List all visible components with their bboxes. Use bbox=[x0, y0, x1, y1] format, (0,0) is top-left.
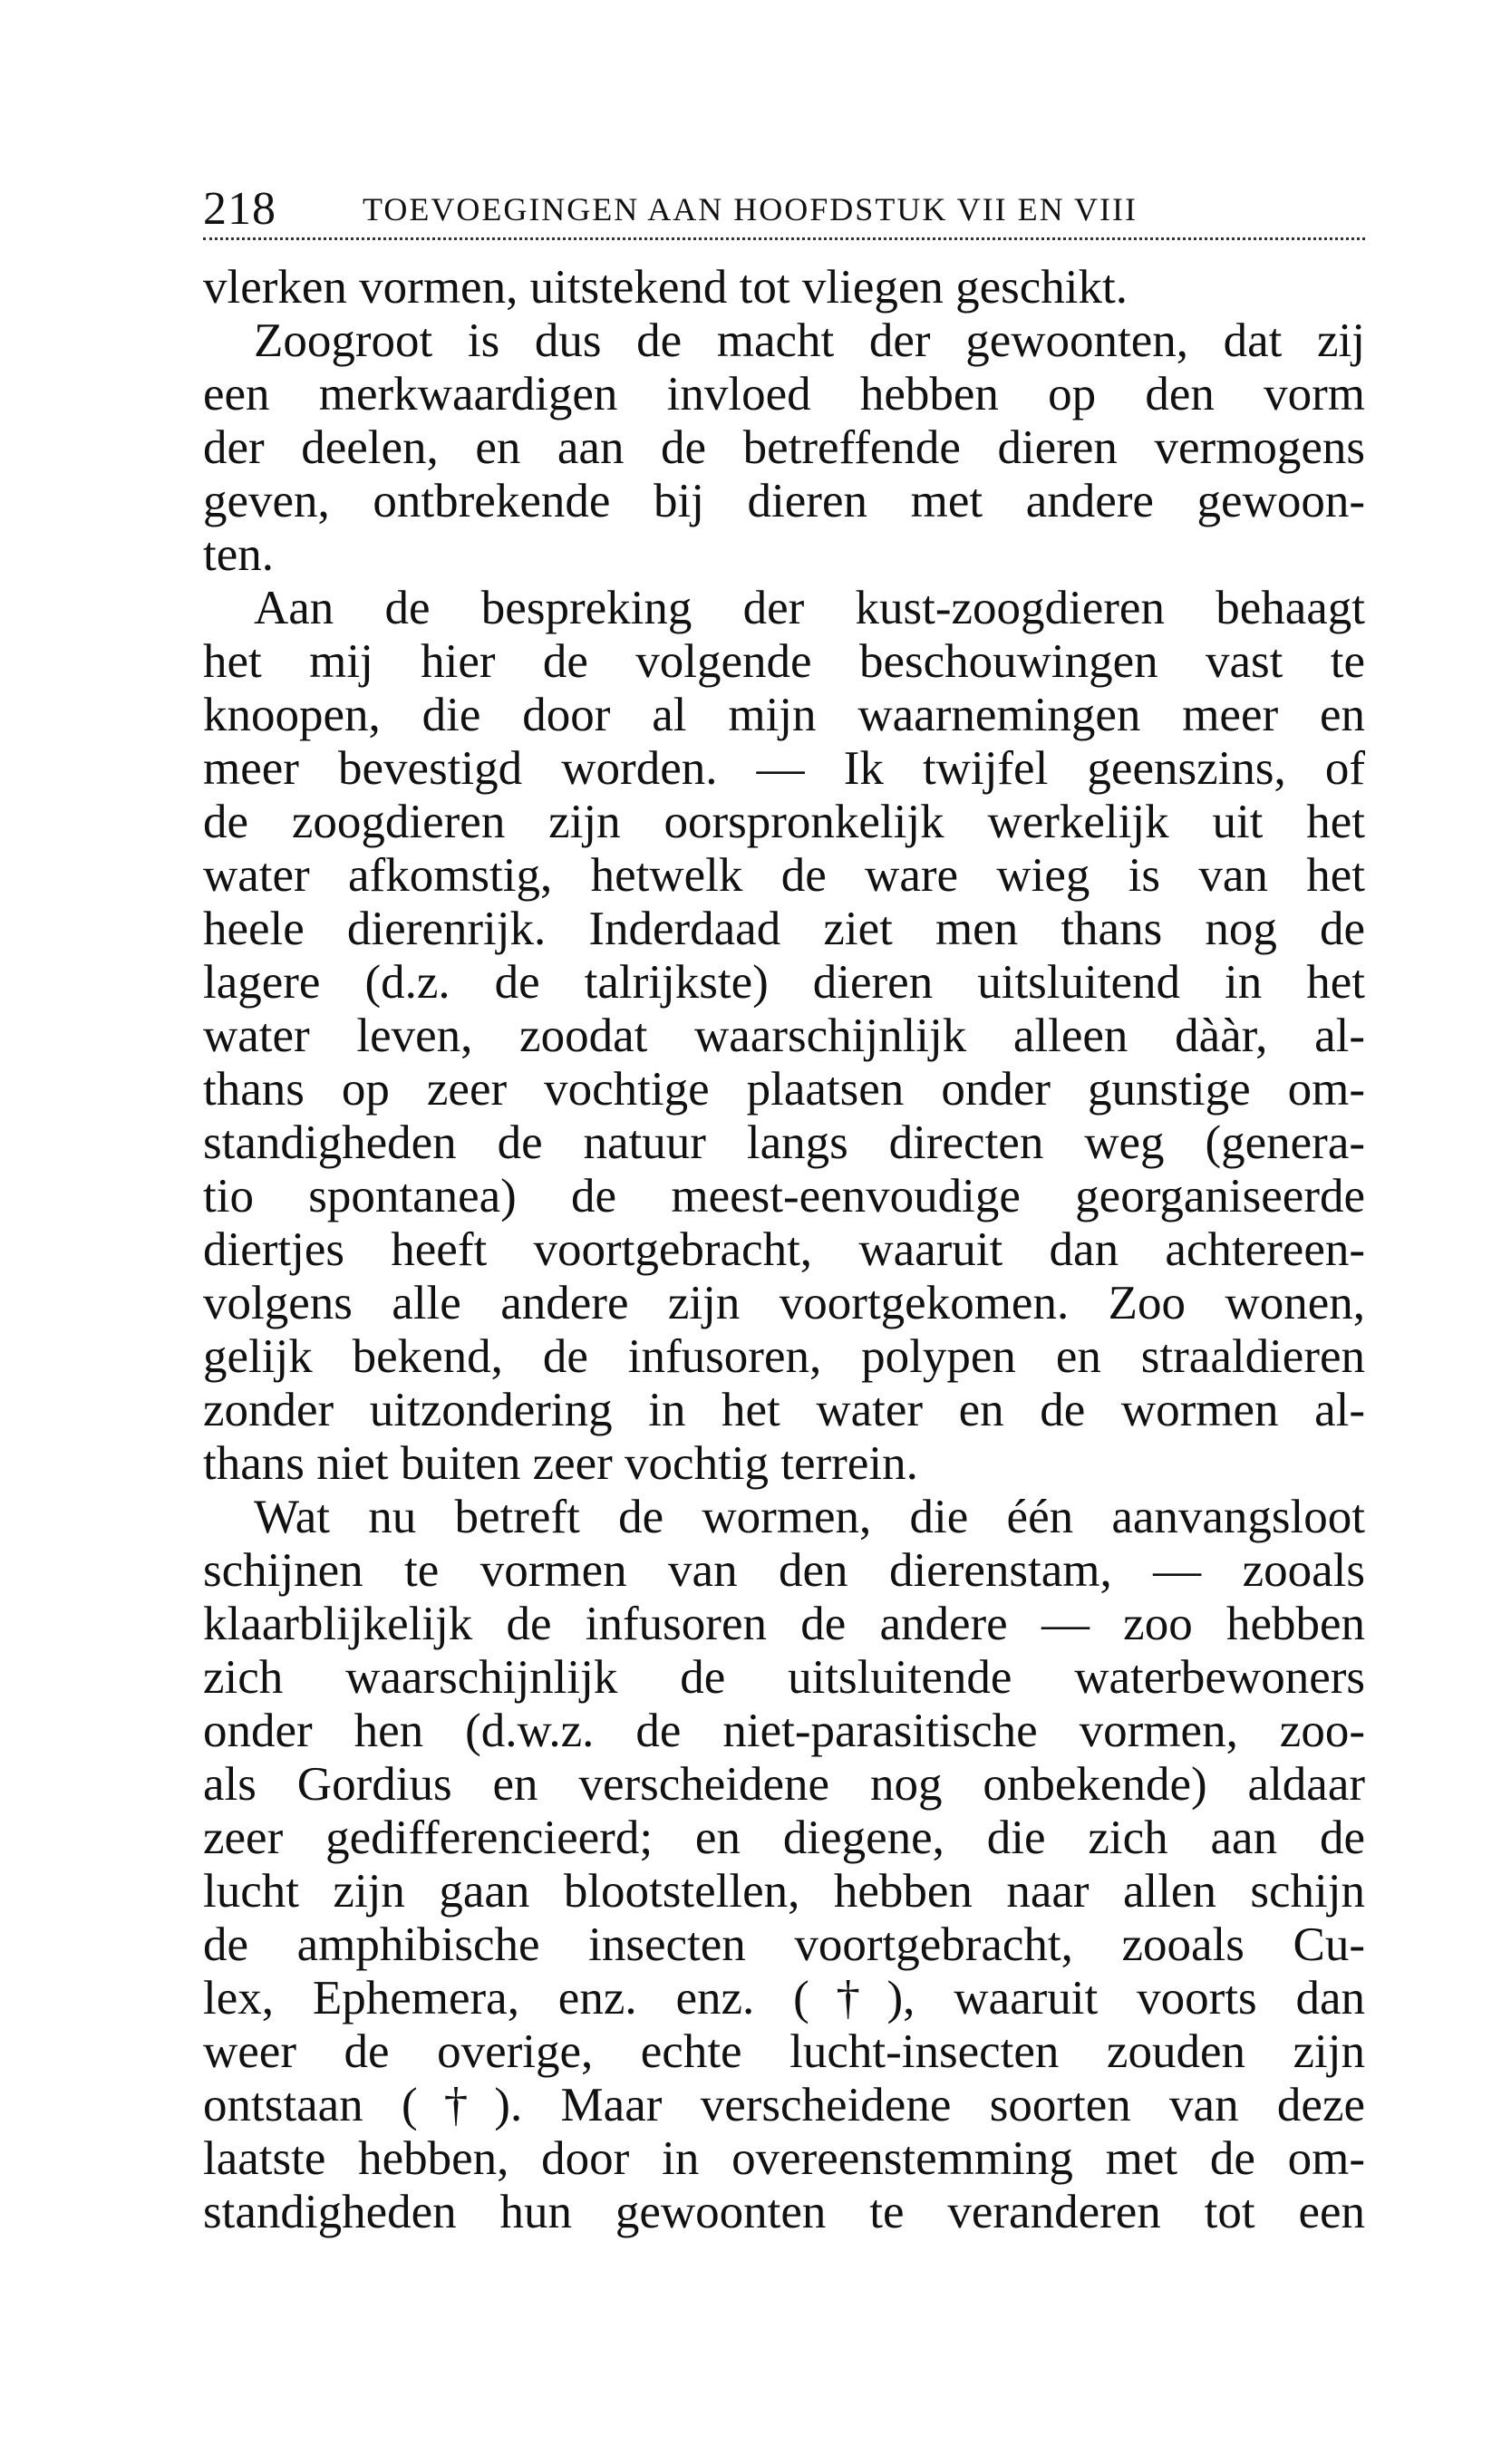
text-line: schijnen te vormen van den dierenstam, — zooals bbox=[203, 1544, 1365, 1597]
text-line: ten. bbox=[203, 528, 274, 581]
text-line: gelijk bekend, de infusoren, polypen en straaldieren bbox=[203, 1330, 1365, 1383]
text-line: knoopen, die door al mijn waarnemingen meer en bbox=[203, 689, 1365, 741]
text-line: ontstaan (†). Maar verscheidene soorten van deze bbox=[203, 2079, 1365, 2131]
text-line: tio spontanea) de meest-eenvoudige georganiseerde bbox=[203, 1170, 1365, 1222]
text-line: zich waarschijnlijk de uitsluitende waterbewoners bbox=[203, 1651, 1365, 1704]
text-line: volgens alle andere zijn voortgekomen. Zoo wonen, bbox=[203, 1277, 1365, 1329]
text-line: laatste hebben, door in overeenstemming met de om- bbox=[203, 2132, 1365, 2185]
text-line: thans op zeer vochtige plaatsen onder gunstige om- bbox=[203, 1063, 1365, 1116]
text-line: standigheden de natuur langs directen weg (genera- bbox=[203, 1116, 1365, 1169]
text-line: weer de overige, echte lucht-insecten zouden zijn bbox=[203, 2025, 1365, 2078]
text-line: klaarblijkelijk de infusoren de andere — zoo hebben bbox=[203, 1598, 1365, 1650]
text-line: lex, Ephemera, enz. enz. (†), waaruit voorts dan bbox=[203, 1972, 1365, 2024]
text-line: lagere (d.z. de talrijkste) dieren uitsluitend in het bbox=[203, 956, 1365, 1009]
text-line: meer bevestigd worden. — Ik twijfel geenszins, of bbox=[203, 742, 1365, 795]
text-line: thans niet buiten zeer vochtig terrein. bbox=[203, 1437, 918, 1490]
header-dotted-rule bbox=[203, 237, 1365, 240]
page-number: 218 bbox=[203, 183, 276, 235]
text-line: geven, ontbrekende bij dieren met andere gewoon- bbox=[203, 475, 1365, 527]
running-title: TOEVOEGINGEN AAN HOOFDSTUK VII EN VIII bbox=[363, 191, 1138, 227]
text-line: een merkwaardigen invloed hebben op den vorm bbox=[203, 368, 1365, 420]
text-line: Aan de bespreking der kust-zoogdieren behaagt bbox=[254, 582, 1365, 634]
text-line: zeer gedifferencieerd; en diegene, die zich aan de bbox=[203, 1812, 1365, 1864]
text-line: water afkomstig, hetwelk de ware wieg is van het bbox=[203, 849, 1365, 902]
text-line: vlerken vormen, uitstekend tot vliegen geschikt. bbox=[203, 261, 1128, 314]
text-line: de zoogdieren zijn oorspronkelijk werkelijk uit het bbox=[203, 796, 1365, 848]
text-line: water leven, zoodat waarschijnlijk alleen dààr, al- bbox=[203, 1010, 1365, 1062]
text-line: Wat nu betreft de wormen, die één aanvangsloot bbox=[254, 1491, 1365, 1543]
text-line: de amphibische insecten voortgebracht, zooals Cu- bbox=[203, 1918, 1365, 1971]
text-line: diertjes heeft voortgebracht, waaruit dan achtereen- bbox=[203, 1223, 1365, 1276]
text-line: der deelen, en aan de betreffende dieren vermogens bbox=[203, 421, 1365, 474]
text-line: Zoogroot is dus de macht der gewoonten, dat zij bbox=[254, 314, 1365, 367]
text-line: als Gordius en verscheidene nog onbekende) aldaar bbox=[203, 1758, 1365, 1811]
text-line: heele dierenrijk. Inderdaad ziet men thans nog de bbox=[203, 903, 1365, 955]
text-line: zonder uitzondering in het water en de wormen al- bbox=[203, 1384, 1365, 1436]
text-line: standigheden hun gewoonten te veranderen tot een bbox=[203, 2186, 1365, 2238]
text-line: onder hen (d.w.z. de niet-parasitische vormen, zoo- bbox=[203, 1705, 1365, 1757]
body-text bbox=[203, 261, 1365, 2239]
text-line: het mij hier de volgende beschouwingen vast te bbox=[203, 635, 1365, 688]
text-line: lucht zijn gaan blootstellen, hebben naar allen schijn bbox=[203, 1865, 1365, 1918]
page-header bbox=[203, 178, 1365, 241]
